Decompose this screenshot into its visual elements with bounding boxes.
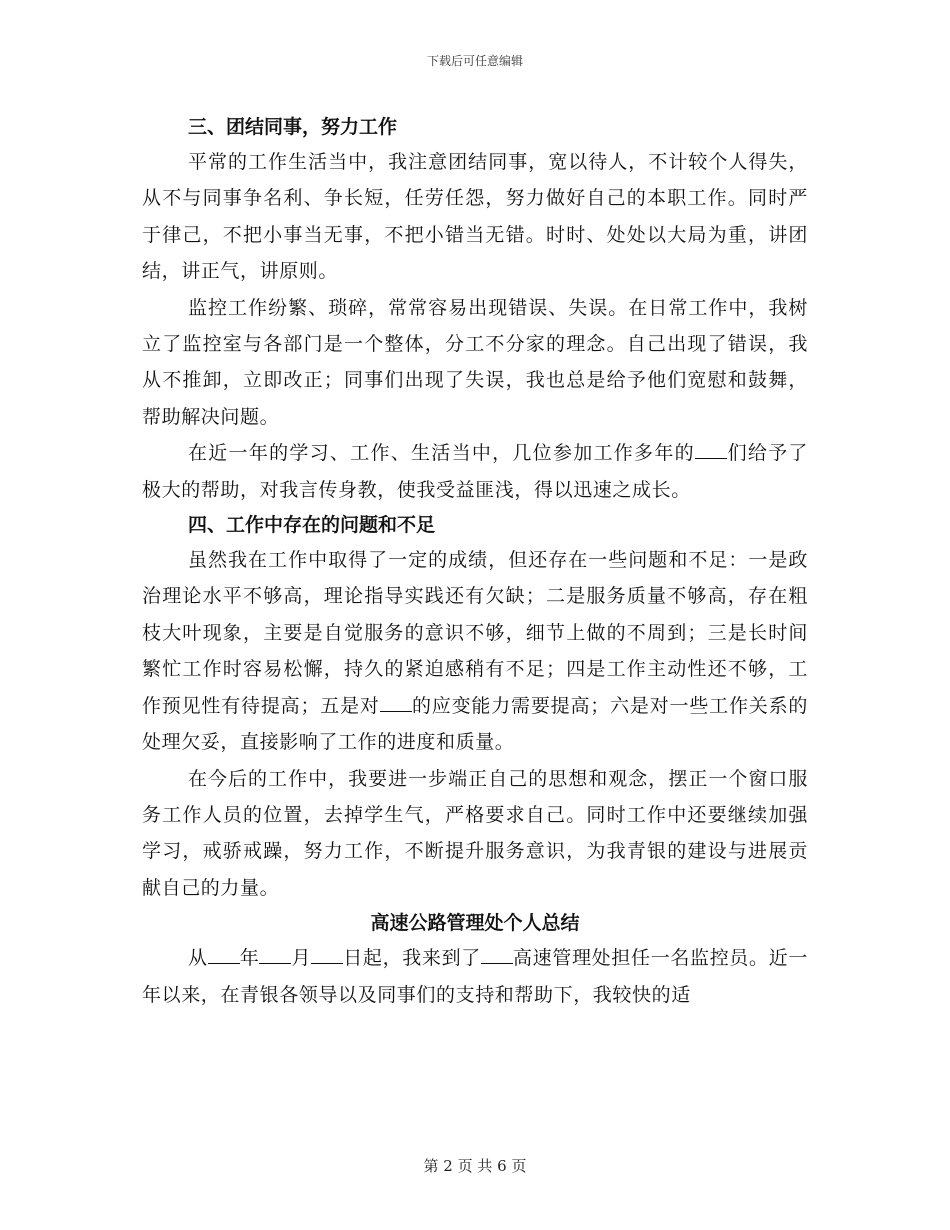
fill-blank	[695, 439, 727, 459]
fill-blank	[380, 692, 412, 712]
section-4-paragraph-1	[142, 542, 808, 760]
paragraph-text: 虽然我在工作中取得了一定的成绩，但还存在一些问题和不足：一是政治理论水平不够高，理论指导实践还有欠缺；二是服务质量不够高，存在粗枝大叶现象，主要是自觉服务的意识不够，细节上做的不周到；三是长时间繁忙工作时容易松懈，持久的紧迫感稍有不足；四是工作主动性还不够，工作预见性有待提高；五是对	[142, 549, 808, 717]
section-3-paragraph-1: 平常的工作生活当中，我注意团结同事，宽以待人，不计较个人得失，从不与同事争名利、争长短，任劳任怨，努力做好自己的本职工作。同时严于律己，不把小事当无事，不把小错当无错。时时、处处以大局为重，讲团结，讲正气，讲原则。	[142, 151, 808, 283]
fill-blank	[259, 944, 291, 964]
paragraph-text: 从	[188, 947, 208, 970]
section-4-paragraph-2: 在今后的工作中，我要进一步端正自己的思想和观念，摆正一个窗口服务工作人员的位置，去掉学生气，严格要求自己。同时工作中还要继续加强学习，戒骄戒躁，努力工作，不断提升服务意识，为我青银的建设与进展贡献自己的力量。	[142, 767, 808, 899]
paragraph-text: 们给予了极大的帮助，对我言传身教，使我受益匪浅，得以迅速之成长。	[142, 442, 808, 501]
summary-paragraph-1	[142, 940, 808, 1013]
fill-blank	[208, 944, 240, 964]
section-3-paragraph-3	[142, 435, 808, 508]
paragraph-text: 的应变能力需要提高；六是对一些工作关系的处理欠妥，直接影响了工作的进度和质量。	[142, 694, 808, 754]
fill-blank	[311, 944, 343, 964]
document-body	[142, 110, 808, 1013]
fill-blank	[481, 944, 513, 964]
paragraph-text: 月	[291, 947, 312, 970]
page-footer-number: 第 2 页 共 6 页	[423, 1157, 527, 1175]
paragraph-text: 高速管理处担任一名监控员。近一年以来，在青银各领导以及同事们的支持和帮助下，我较快的适	[142, 947, 808, 1006]
paragraph-text: 日起，我来到了	[343, 947, 481, 970]
section-4-heading: 四、工作中存在的问题和不足	[188, 514, 436, 537]
summary-title: 高速公路管理处个人总结	[370, 912, 580, 935]
section-3-heading: 三、团结同事，努力工作	[188, 116, 398, 138]
paragraph-text: 在近一年的学习、工作、生活当中，几位参加工作多年的	[188, 442, 695, 465]
section-3-paragraph-2: 监控工作纷繁、琐碎，常常容易出现错误、失误。在日常工作中，我树立了监控室与各部门是一个整体，分工不分家的理念。自己出现了错误，我从不推卸，立即改正；同事们出现了失误，我也总是给予他们宽慰和鼓舞，帮助解决问题。	[142, 296, 808, 428]
page-header-note: 下载后可任意编辑	[426, 54, 523, 68]
paragraph-text: 年	[239, 947, 260, 970]
